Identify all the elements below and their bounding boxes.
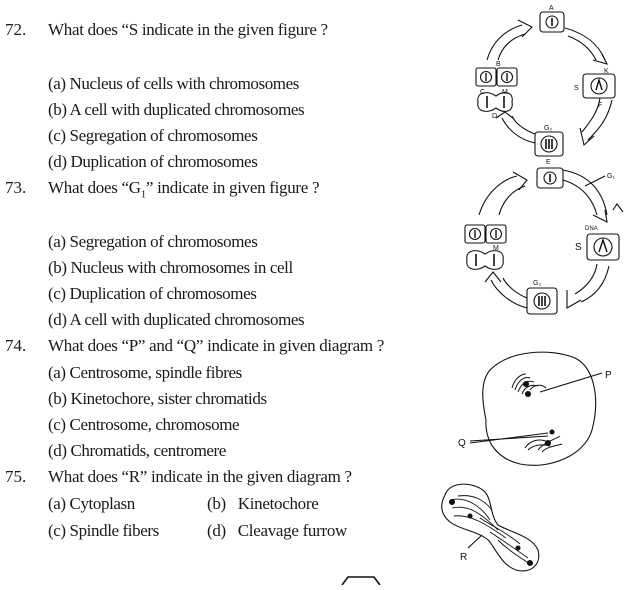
- label-A: A: [549, 5, 554, 12]
- question-text-72: What does “S indicate in the given figure ?: [48, 20, 328, 39]
- svg-text:P: P: [605, 370, 612, 381]
- option-75-a[interactable]: (a) Cytoplasn: [48, 494, 135, 513]
- svg-text:B: B: [496, 61, 501, 68]
- option-72-d[interactable]: (d) Duplication of chromosomes: [48, 152, 258, 171]
- question-number-75: 75.: [5, 467, 27, 486]
- question-text-73: What does “$G_1$” indicate in given figure ?: [48, 178, 320, 201]
- svg-text:DNA: DNA: [585, 226, 598, 232]
- svg-text:G₁: G₁: [607, 173, 615, 180]
- option-74-a[interactable]: (a) Centrosome, spindle fibres: [48, 363, 242, 382]
- svg-text:Q: Q: [458, 438, 466, 449]
- option-73-b[interactable]: (b) Nucleus with chromosomes in cell: [48, 258, 293, 277]
- svg-text:M: M: [493, 245, 499, 252]
- svg-text:G₂: G₂: [533, 280, 542, 287]
- option-75-d[interactable]: (d) Cleavage furrow: [207, 521, 348, 540]
- cell-cycle-figure-72: [460, 0, 644, 165]
- option-72-a[interactable]: (a) Nucleus of cells with chromosomes: [48, 74, 299, 93]
- option-75-c[interactable]: (c) Spindle fibers: [48, 521, 159, 540]
- svg-text:E: E: [546, 159, 551, 165]
- svg-text:G₂: G₂: [544, 125, 553, 132]
- svg-text:S: S: [574, 85, 579, 92]
- svg-text:R: R: [460, 552, 468, 563]
- svg-text:F: F: [598, 102, 603, 109]
- question-number-72: 72.: [5, 20, 27, 39]
- option-72-b[interactable]: (b) A cell with duplicated chromosomes: [48, 100, 305, 119]
- question-text-75: What does “R” indicate in the given diagram ?: [48, 467, 352, 486]
- question-text-74: What does “P” and “Q” indicate in given diagram ?: [48, 336, 385, 355]
- svg-text:D: D: [492, 113, 498, 120]
- svg-text:S: S: [575, 242, 582, 253]
- option-74-b[interactable]: (b) Kinetochore, sister chromatids: [48, 389, 267, 408]
- option-73-d[interactable]: (d) A cell with duplicated chromosomes: [48, 310, 305, 329]
- question-number-73: 73.: [5, 178, 27, 197]
- option-73-a[interactable]: (a) Segregation of chromosomes: [48, 232, 258, 251]
- svg-text:K: K: [604, 68, 609, 75]
- option-74-c[interactable]: (c) Centrosome, chromosome: [48, 415, 240, 434]
- option-73-c[interactable]: (c) Duplication of chromosomes: [48, 284, 257, 303]
- question-number-74: 74.: [5, 336, 27, 355]
- cell-cycle-figure-73: [455, 160, 644, 320]
- cytokinesis-figure-75: [420, 470, 644, 578]
- cell-division-figure-74: [430, 340, 644, 470]
- page-number-badge: [340, 572, 382, 582]
- option-74-d[interactable]: (d) Chromatids, centromere: [48, 441, 226, 460]
- svg-text:M: M: [502, 89, 508, 96]
- svg-text:C: C: [480, 89, 486, 96]
- option-75-b[interactable]: (b) Kinetochore: [207, 494, 319, 513]
- option-72-c[interactable]: (c) Segregation of chromosomes: [48, 126, 258, 145]
